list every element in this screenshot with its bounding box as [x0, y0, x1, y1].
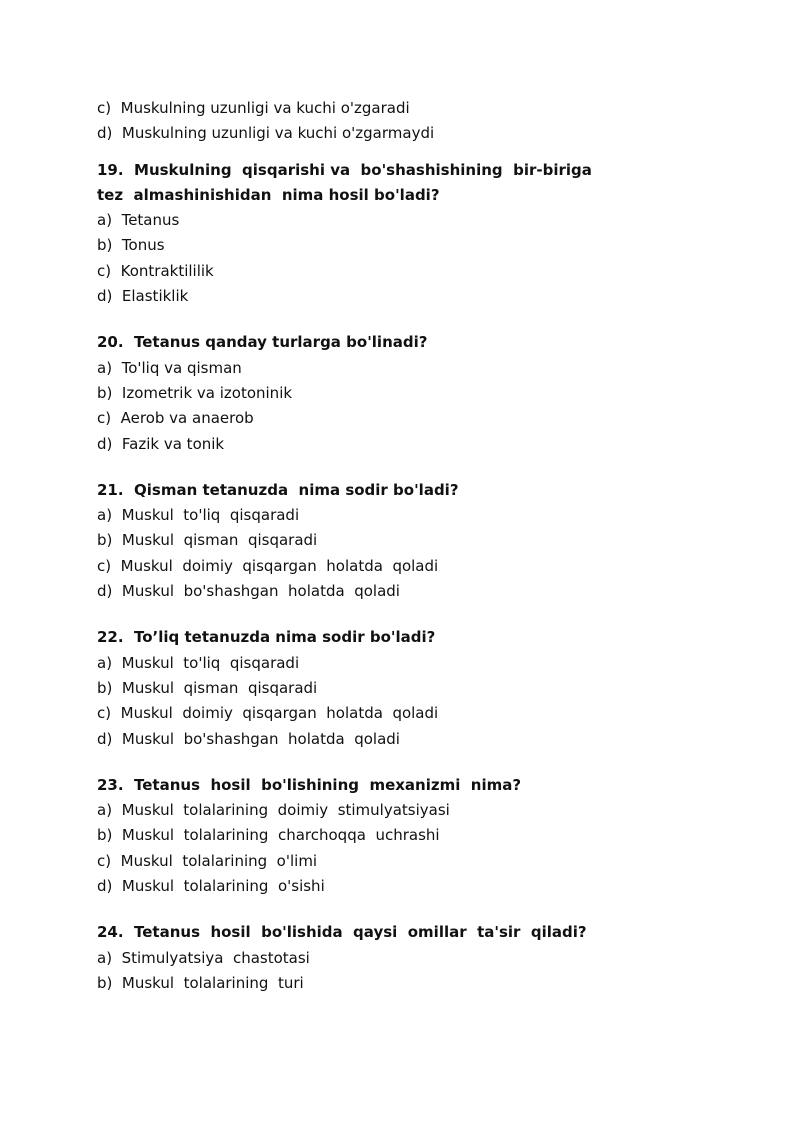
spacer	[97, 752, 657, 773]
spacer	[97, 604, 657, 625]
question-text: 24. Tetanus hosil bo'lishida qaysi omillar ta'sir qiladi?	[97, 923, 587, 942]
answer-option: a) Muskul to'liq qisqaradi	[97, 653, 300, 672]
answer-option: a) Muskul tolalarining doimiy stimulyatsiyasi	[97, 801, 450, 820]
answer-option: c) Muskul doimiy qisqargan holatda qoladi	[97, 556, 439, 575]
answer-option: a) Muskul to'liq qisqaradi	[97, 506, 300, 525]
question-text: 22. To’liq tetanuzda nima sodir bo'ladi?	[97, 628, 436, 647]
answer-option: b) Izometrik va izotoninik	[97, 383, 293, 402]
answer-option: b) Muskul qisman qisqaradi	[97, 531, 318, 550]
answer-option: a) Stimulyatsiya chastotasi	[97, 948, 310, 967]
question-text: 23. Tetanus hosil bo'lishining mexanizmi nima?	[97, 775, 522, 794]
previous-question-options	[97, 96, 657, 147]
question-text: 20. Tetanus qanday turlarga bo'linadi?	[97, 333, 428, 352]
answer-option: d) Muskulning uzunligi va kuchi o'zgarmaydi	[97, 124, 435, 143]
answer-option: d) Elastiklik	[97, 287, 189, 306]
answer-option: a) Tetanus	[97, 211, 180, 230]
answer-option: b) Muskul qisman qisqaradi	[97, 678, 318, 697]
answer-option: c) Kontraktililik	[97, 261, 214, 280]
question-text: 19. Muskulning qisqarishi va bo'shashishining bir-biriga tez almashinishidan nima hosil bo'ladi?	[97, 160, 603, 204]
spacer	[97, 309, 657, 330]
question-24	[97, 920, 657, 996]
document-page	[97, 96, 657, 996]
answer-option: b) Tonus	[97, 236, 165, 255]
spacer	[97, 899, 657, 920]
answer-option: c) Aerob va anaerob	[97, 409, 254, 428]
question-23	[97, 773, 657, 899]
answer-option: c) Muskul doimiy qisqargan holatda qoladi	[97, 704, 439, 723]
question-21	[97, 478, 657, 604]
answer-option: d) Muskul tolalarining o'sishi	[97, 877, 325, 896]
question-20	[97, 330, 657, 456]
answer-option: d) Fazik va tonik	[97, 434, 225, 453]
answer-option: c) Muskulning uzunligi va kuchi o'zgaradi	[97, 99, 410, 117]
question-22	[97, 625, 657, 751]
answer-option: a) To'liq va qisman	[97, 358, 242, 377]
answer-option: c) Muskul tolalarining o'limi	[97, 851, 318, 870]
answer-option: d) Muskul bo'shashgan holatda qoladi	[97, 582, 400, 601]
question-19	[97, 158, 657, 310]
answer-option: b) Muskul tolalarining charchoqqa uchrashi	[97, 826, 440, 845]
answer-option: d) Muskul bo'shashgan holatda qoladi	[97, 729, 400, 748]
spacer	[97, 457, 657, 478]
answer-option: b) Muskul tolalarining turi	[97, 973, 304, 992]
question-text: 21. Qisman tetanuzda nima sodir bo'ladi?	[97, 480, 459, 499]
